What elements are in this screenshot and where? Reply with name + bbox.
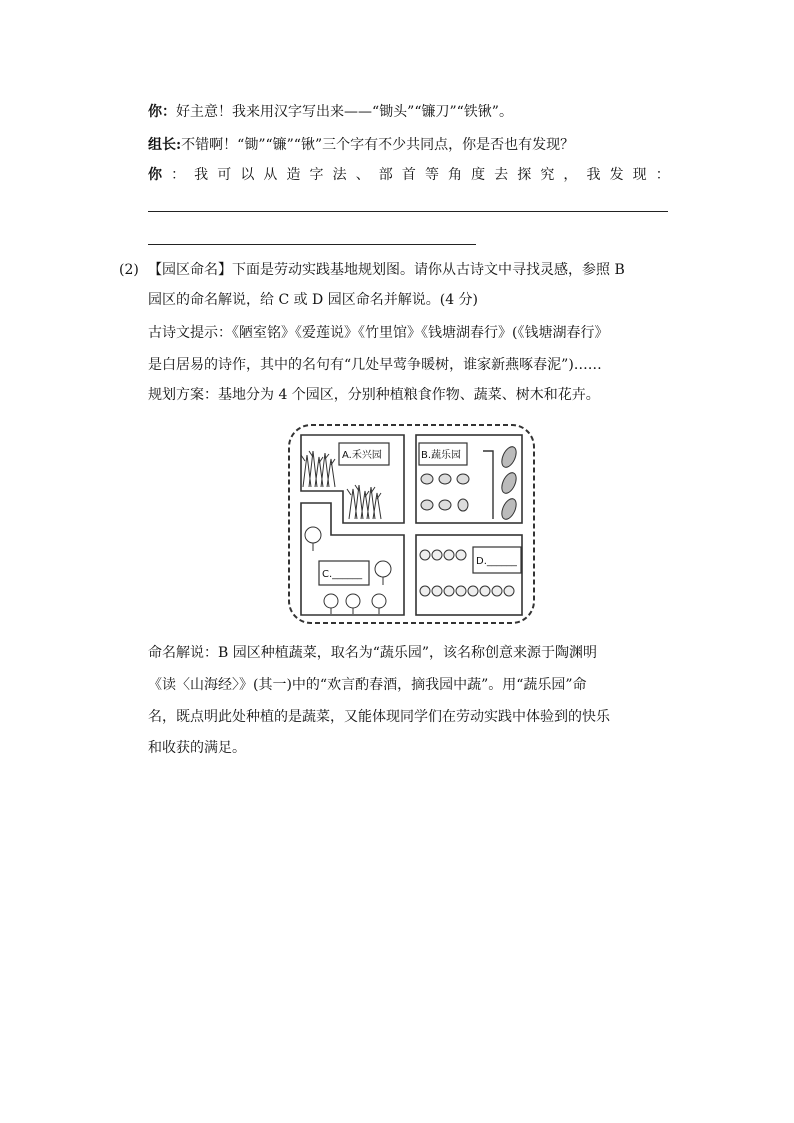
char: 等 <box>424 167 439 183</box>
question-number: (2) <box>119 262 139 278</box>
char: 发 <box>609 167 624 183</box>
char: ： <box>655 167 670 183</box>
dialogue-line-3 <box>148 165 670 185</box>
char: 究 <box>540 167 555 183</box>
zone-d-label: D.______ <box>476 556 517 567</box>
dialogue-line-2 <box>148 135 574 155</box>
char: 探 <box>517 167 532 183</box>
char: 首 <box>401 167 416 183</box>
explanation-line-2: 《读〈山海经〉》(其一)中的“欢言酌春酒，摘我园中蔬”。用“蔬乐园”命 <box>148 677 587 693</box>
eggplant-icon <box>499 444 519 521</box>
speaker-you: 你： <box>148 104 176 120</box>
grain-crop-icon <box>347 485 381 519</box>
explanation-line-4: 和收获的满足。 <box>148 740 246 756</box>
plan-line: 规划方案：基地分为 4 个园区，分别种植粮食作物、蔬菜、树木和花卉。 <box>148 387 600 403</box>
vegetable-icon <box>421 474 469 511</box>
hint-line-2: 是白居易的诗作，其中的名句有“几处早莺争暖树，谁家新燕啄春泥”)…… <box>148 357 602 373</box>
char: 角 <box>448 167 463 183</box>
answer-line-2[interactable] <box>148 244 476 245</box>
zone-c-outline <box>301 503 404 615</box>
char: 部 <box>378 167 393 183</box>
char: 以 <box>240 167 255 183</box>
char: 、 <box>355 167 370 183</box>
char: 从 <box>263 167 278 183</box>
char: 可 <box>217 167 232 183</box>
dialogue-text: 好主意！我来用汉字写出来——“锄头”“镰刀”“铁锹”。 <box>176 104 513 120</box>
dialogue-line-1 <box>148 102 513 122</box>
question-line-1: 【园区命名】下面是劳动实践基地规划图。请你从古诗文中寻找灵感，参照 B <box>148 262 625 278</box>
zone-b-label: B.蔬乐园 <box>421 450 462 461</box>
hint-line-1: 古诗文提示：《陋室铭》《爱莲说》《竹里馆》《钱塘湖春行》(《钱塘湖春行》 <box>148 325 609 341</box>
explanation-line-3: 名，既点明此处种植的是蔬菜，又能体现同学们在劳动实践中体验到的快乐 <box>148 709 610 725</box>
speaker-leader: 组长: <box>148 137 182 153</box>
char: 法 <box>332 167 347 183</box>
grain-crop-icon <box>301 451 335 487</box>
char: 我 <box>586 167 601 183</box>
zone-b-inner-path <box>483 451 493 519</box>
dialogue-text: 不错啊！“锄”“镰”“锹”三个字有不少共同点，你是否也有发现？ <box>181 137 575 153</box>
char: 我 <box>194 167 209 183</box>
question-line-2: 园区的命名解说，给 C 或 D 园区命名并解说。(4 分) <box>148 292 479 308</box>
char: 去 <box>494 167 509 183</box>
char: 字 <box>309 167 324 183</box>
zone-c-label: C.______ <box>322 569 363 580</box>
char: ： <box>171 167 186 183</box>
base-plan-map <box>285 421 538 627</box>
explanation-line-1: 命名解说：B 园区种植蔬菜，取名为“蔬乐园”，该名称创意来源于陶渊明 <box>148 645 598 661</box>
answer-line-1[interactable] <box>148 211 668 212</box>
char: 现 <box>632 167 647 183</box>
char: ， <box>563 167 578 183</box>
char: 度 <box>471 167 486 183</box>
char: 造 <box>286 167 301 183</box>
zone-a-label: A.禾兴园 <box>342 450 382 461</box>
speaker-you: 你 <box>148 167 162 183</box>
